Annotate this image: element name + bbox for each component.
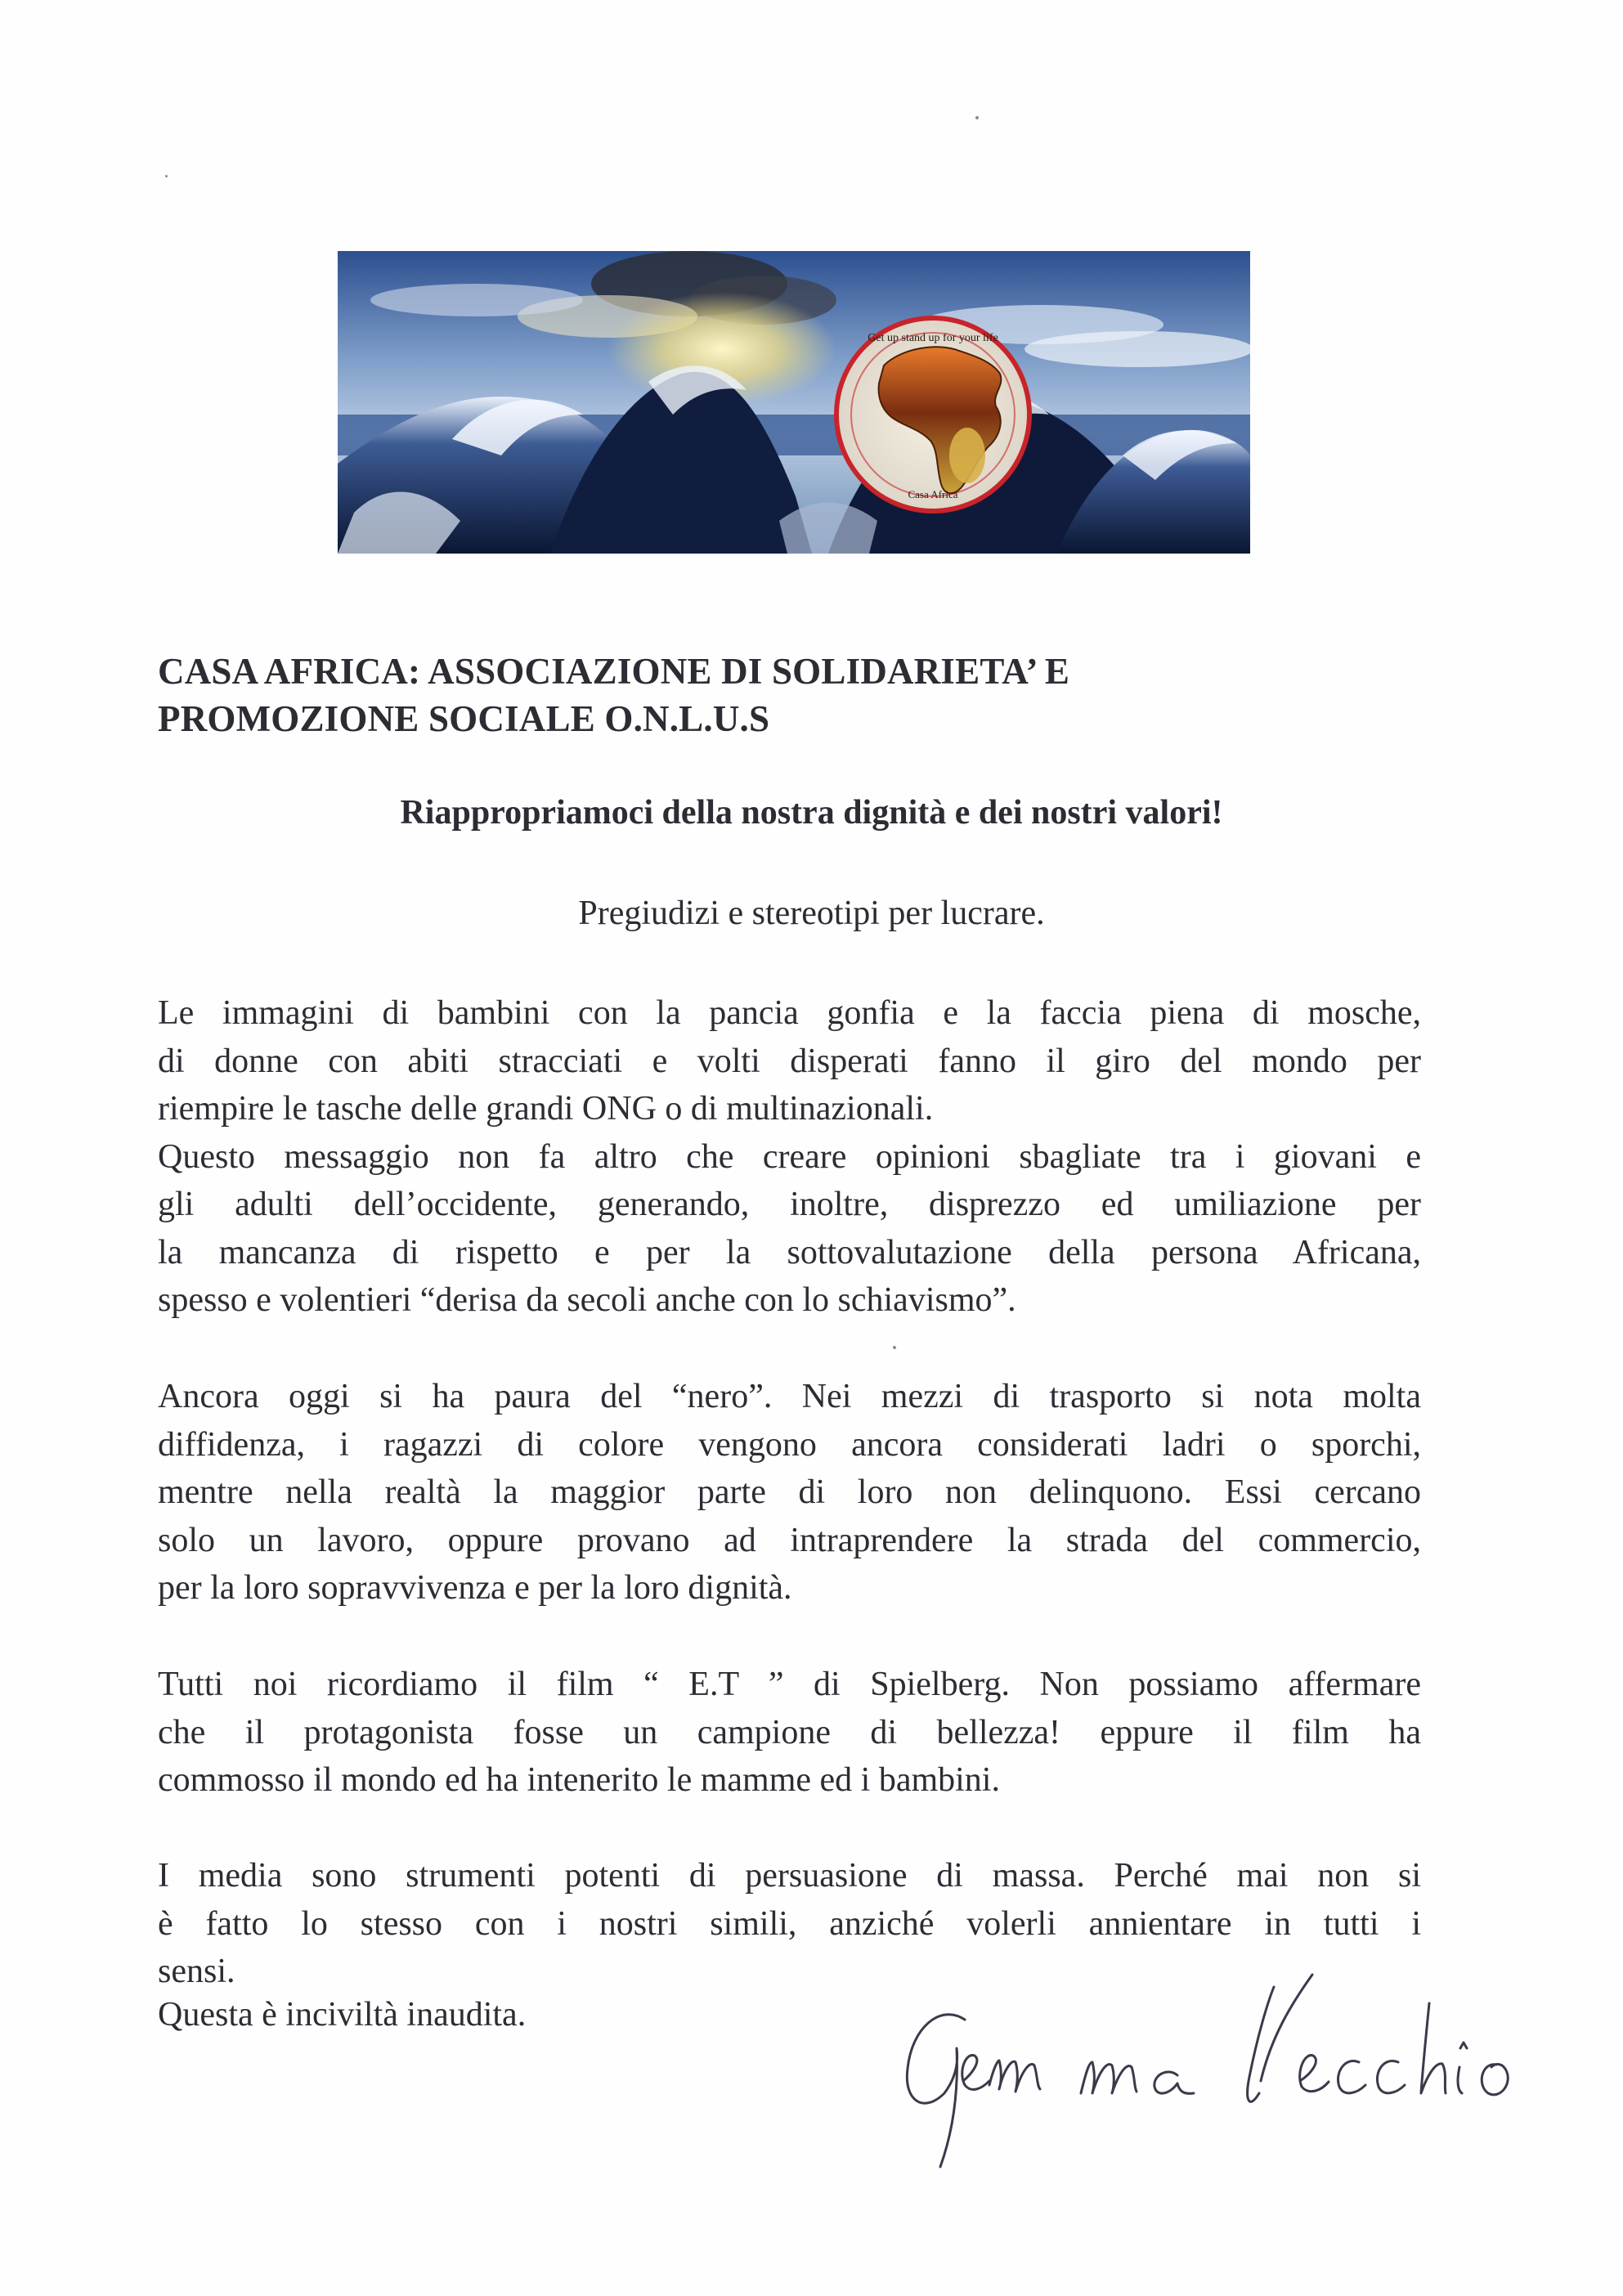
- scan-speck: [893, 1346, 896, 1349]
- paragraph-line: che il protagonista fosse un campione di bellezza! eppure il film ha: [158, 1713, 1421, 1751]
- closing-sentence: Questa è inciviltà inaudita.: [158, 1996, 527, 2034]
- scan-speck: [165, 175, 168, 177]
- paragraph-3: [158, 1661, 1421, 1805]
- paragraph-line: solo un lavoro, oppure provano ad intraprendere la strada del commercio,: [158, 1521, 1421, 1559]
- subtitle: Riappropriamoci della nostra dignità e dei nostri valori!: [400, 794, 1223, 832]
- paragraph-line: Le immagini di bambini con la pancia gonfia e la faccia piena di mosche,: [158, 994, 1421, 1032]
- paragraph-line: mentre nella realtà la maggior parte di loro non delinquono. Essi cercano: [158, 1473, 1421, 1511]
- paragraph-line: riempire le tasche delle grandi ONG o di multinazionali.: [158, 1090, 934, 1128]
- paragraph-line: Tutti noi ricordiamo il film “ E.T ” di Spielberg. Non possiamo affermare: [158, 1666, 1421, 1703]
- banner-illustration: [338, 251, 1250, 554]
- title-line-2: PROMOZIONE SOCIALE O.N.L.U.S: [158, 698, 770, 739]
- paragraph-line: Questo messaggio non fa altro che creare opinioni sbagliate tra i giovani e: [158, 1137, 1421, 1176]
- paragraph-line: sensi.: [158, 1953, 235, 1990]
- paragraph-line: Ancora oggi si ha paura del “nero”. Nei mezzi di trasporto si nota molta: [158, 1378, 1421, 1415]
- paragraph-2: [158, 1373, 1421, 1612]
- paragraph-line: per la loro sopravvivenza e per la loro dignità.: [158, 1569, 792, 1607]
- paragraph-line: la mancanza di rispetto e per la sottovalutazione della persona Africana,: [158, 1233, 1421, 1271]
- scan-speck: [975, 116, 979, 119]
- handwritten-signature: [867, 1971, 1554, 2183]
- paragraph-line: è fatto lo stesso con i nostri simili, anziché volerli annientare in tutti i: [158, 1904, 1421, 1943]
- paragraph-line: commosso il mondo ed ha intenerito le mamme ed i bambini.: [158, 1761, 1000, 1799]
- logo-ring-text: Get up stand up for your life: [868, 332, 998, 344]
- paragraph-line: spesso e volentieri “derisa da secoli anche con lo schiavismo”.: [158, 1281, 1016, 1319]
- lead-sentence: Pregiudizi e stereotipi per lucrare.: [578, 895, 1045, 932]
- paragraph-1: [158, 989, 1421, 1325]
- page-title: [158, 648, 1433, 742]
- paragraph-line: I media sono strumenti potenti di persuasione di massa. Perché mai non si: [158, 1857, 1421, 1895]
- paragraph-line: gli adulti dell’occidente, generando, inoltre, disprezzo ed umiliazione per: [158, 1186, 1421, 1223]
- logo-ring-bottom-text: Casa Africa: [908, 488, 958, 500]
- paragraph-line: diffidenza, i ragazzi di colore vengono ancora considerati ladri o sporchi,: [158, 1425, 1421, 1464]
- signature-strokes: [867, 1971, 1554, 2183]
- paragraph-line: di donne con abiti stracciati e volti disperati fanno il giro del mondo per: [158, 1042, 1421, 1080]
- header-banner-image: [338, 251, 1250, 554]
- title-line-1: CASA AFRICA: ASSOCIAZIONE DI SOLIDARIETA’ E: [158, 651, 1070, 692]
